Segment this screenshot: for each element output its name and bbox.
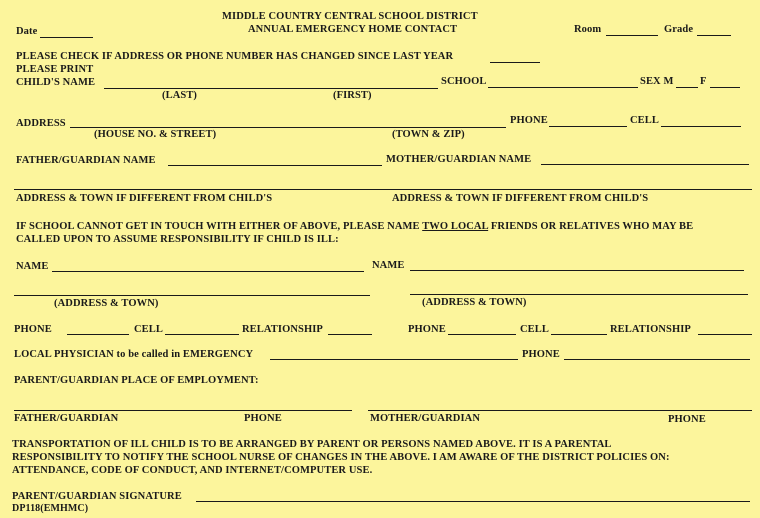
changed-check-label: PLEASE CHECK IF ADDRESS OR PHONE NUMBER HAS CHANGED SINCE LAST YEAR: [16, 51, 454, 62]
last-name-caption: (LAST): [162, 90, 198, 101]
address-field[interactable]: [70, 127, 506, 128]
district-title: MIDDLE COUNTRY CENTRAL SCHOOL DISTRICT: [222, 11, 478, 22]
child-name-field[interactable]: [104, 88, 438, 89]
physician-label: LOCAL PHYSICIAN to be called in EMERGENCY: [14, 349, 254, 360]
grade-field[interactable]: [697, 35, 731, 36]
contacts-instruction-line1: IF SCHOOL CANNOT GET IN TOUCH WITH EITHER OF ABOVE, PLEASE NAME TWO LOCAL FRIENDS OR RELATIVES WHO MAY BE: [16, 221, 694, 232]
address-label: ADDRESS: [16, 118, 66, 129]
town-zip-caption: (TOWN & ZIP): [392, 129, 465, 140]
form-code: DP118(EMHMC): [12, 503, 89, 514]
contact2-phone-field[interactable]: [448, 334, 516, 335]
mother-employment-phone-caption: PHONE: [668, 414, 706, 425]
father-employment-caption: FATHER/GUARDIAN: [14, 413, 119, 424]
mother-name-field[interactable]: [541, 164, 749, 165]
please-print-label: PLEASE PRINT: [16, 64, 94, 75]
employment-label: PARENT/GUARDIAN PLACE OF EMPLOYMENT:: [14, 375, 259, 386]
mother-address-caption: ADDRESS & TOWN IF DIFFERENT FROM CHILD'S: [392, 193, 649, 204]
father-address-caption: ADDRESS & TOWN IF DIFFERENT FROM CHILD'S: [16, 193, 273, 204]
contact1-phone-label: PHONE: [14, 324, 52, 335]
contact2-relationship-field[interactable]: [698, 334, 752, 335]
father-employment-field[interactable]: [14, 410, 352, 411]
contacts-instruction-line2: CALLED UPON TO ASSUME RESPONSIBILITY IF CHILD IS ILL:: [16, 234, 339, 245]
changed-check-field[interactable]: [490, 62, 540, 63]
room-label: Room: [574, 24, 602, 35]
cell-label: CELL: [630, 115, 659, 126]
room-field[interactable]: [606, 35, 658, 36]
phone-field[interactable]: [549, 126, 627, 127]
signature-label: PARENT/GUARDIAN SIGNATURE: [12, 491, 182, 502]
phone-label: PHONE: [510, 115, 548, 126]
sex-m-field[interactable]: [676, 87, 698, 88]
contact2-address-field[interactable]: [410, 294, 748, 295]
form-title: ANNUAL EMERGENCY HOME CONTACT: [248, 24, 458, 35]
cell-field[interactable]: [661, 126, 741, 127]
contact1-name-field[interactable]: [52, 271, 364, 272]
contact1-relationship-label: RELATIONSHIP: [242, 324, 323, 335]
sex-f-label: F: [700, 76, 707, 87]
date-label: Date: [16, 26, 38, 37]
first-name-caption: (FIRST): [333, 90, 372, 101]
statement-line1: TRANSPORTATION OF ILL CHILD IS TO BE ARRANGED BY PARENT OR PERSONS NAMED ABOVE. IT IS A PARENTAL: [12, 439, 612, 450]
father-name-label: FATHER/GUARDIAN NAME: [16, 155, 156, 166]
statement-line3: ATTENDANCE, CODE OF CONDUCT, AND INTERNET/COMPUTER USE.: [12, 465, 373, 476]
contact1-cell-field[interactable]: [165, 334, 239, 335]
contact2-cell-field[interactable]: [551, 334, 607, 335]
contact1-relationship-field[interactable]: [328, 334, 372, 335]
physician-phone-field[interactable]: [564, 359, 750, 360]
statement-line2: RESPONSIBILITY TO NOTIFY THE SCHOOL NURSE OF CHANGES IN THE ABOVE. I AM AWARE OF THE DISTRICT POLICIES ON:: [12, 452, 670, 463]
contact1-cell-label: CELL: [134, 324, 163, 335]
contact2-name-field[interactable]: [410, 270, 744, 271]
physician-field[interactable]: [270, 359, 518, 360]
school-field[interactable]: [488, 87, 638, 88]
guardian-address-field[interactable]: [14, 189, 752, 190]
contact1-phone-field[interactable]: [67, 334, 129, 335]
mother-employment-caption: MOTHER/GUARDIAN: [370, 413, 481, 424]
sex-m-label: SEX M: [640, 76, 674, 87]
mother-name-label: MOTHER/GUARDIAN NAME: [386, 154, 532, 165]
contact2-address-caption: (ADDRESS & TOWN): [422, 297, 527, 308]
school-label: SCHOOL: [441, 76, 487, 87]
contact2-phone-label: PHONE: [408, 324, 446, 335]
contact2-name-label: NAME: [372, 260, 405, 271]
contact1-name-label: NAME: [16, 261, 49, 272]
contact2-cell-label: CELL: [520, 324, 549, 335]
physician-phone-label: PHONE: [522, 349, 560, 360]
father-employment-phone-caption: PHONE: [244, 413, 282, 424]
house-street-caption: (HOUSE NO. & STREET): [94, 129, 217, 140]
grade-label: Grade: [664, 24, 694, 35]
contact2-relationship-label: RELATIONSHIP: [610, 324, 691, 335]
contact1-address-caption: (ADDRESS & TOWN): [54, 298, 159, 309]
father-name-field[interactable]: [168, 165, 382, 166]
date-field[interactable]: [40, 37, 93, 38]
mother-employment-field[interactable]: [368, 410, 752, 411]
sex-f-field[interactable]: [710, 87, 740, 88]
signature-field[interactable]: [196, 501, 750, 502]
child-name-label: CHILD'S NAME: [16, 77, 96, 88]
contact1-address-field[interactable]: [14, 295, 370, 296]
